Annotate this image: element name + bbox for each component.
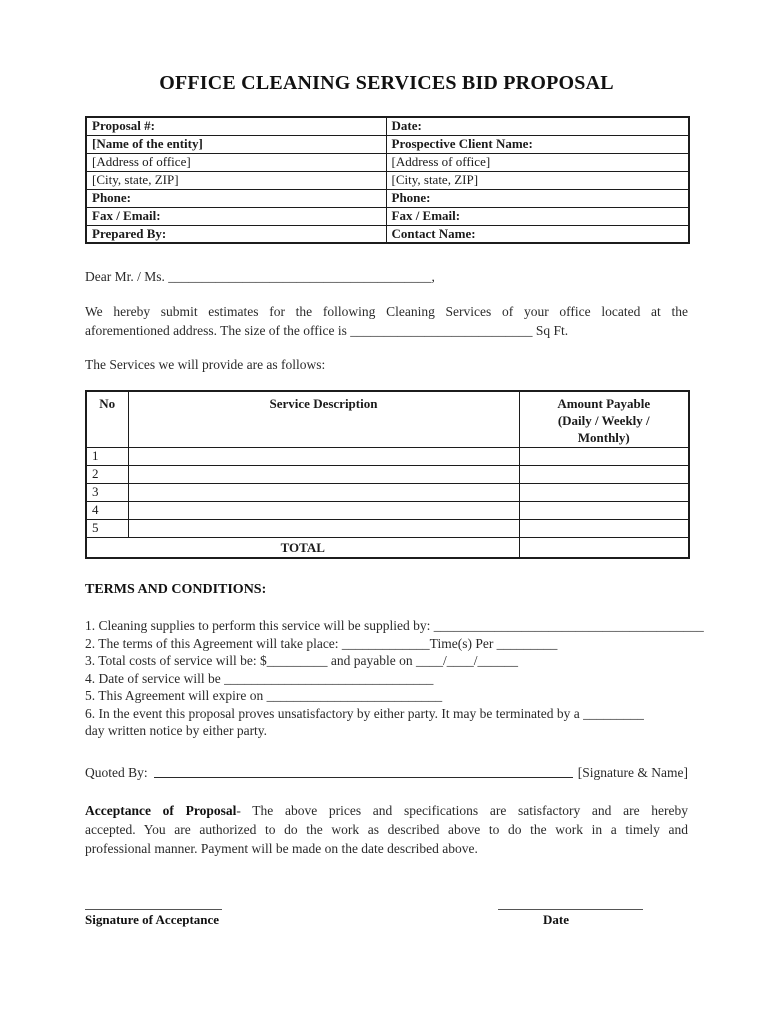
services-table [85,390,690,559]
client-fax-email-label: Fax / Email: [386,207,689,225]
service-description-cell [128,448,519,466]
acceptance-line-3: professional manner. Payment will be made on the date described above. [85,840,478,856]
service-description-cell [128,520,519,538]
entity-city-placeholder: [City, state, ZIP] [86,171,386,189]
service-description-cell [128,466,519,484]
intro-line-2: aforementioned address. The size of the office is ___________________________ Sq Ft. [85,323,569,338]
table-row [86,466,689,484]
acceptance-line-1 [85,801,688,820]
terms-list [85,617,704,740]
services-intro-line: The Services we will provide are as follows: [85,357,326,372]
entity-fax-email-label: Fax / Email: [86,207,386,225]
intro-line-1: We hereby submit estimates for the following Cleaning Services of your office located at the [85,304,688,319]
page-title: OFFICE CLEANING SERVICES BID PROPOSAL [159,72,614,94]
acceptance-paragraph [85,801,688,858]
term-item-2: 2. The terms of this Agreement will take place: _____________Time(s) Per _________ [85,635,558,651]
salutation-line: Dear Mr. / Ms. _______________________________________, [85,269,435,284]
row-number: 3 [86,484,128,502]
table-row [86,189,689,207]
services-total-row [86,538,689,559]
table-row [86,117,689,135]
amount-cell [519,520,689,538]
entity-address-placeholder: [Address of office] [86,153,386,171]
entity-name-placeholder: [Name of the entity] [86,135,386,153]
header-service-description: Service Description [128,391,519,448]
header-amount-payable [519,391,689,448]
signature-name-placeholder: [Signature & Name] [577,764,688,780]
services-header-row [86,391,689,448]
amount-cell [519,484,689,502]
term-item-5: 5. This Agreement will expire on __________________________ [85,688,443,703]
signature-section [85,909,688,928]
date-label-bottom: Date [543,911,569,927]
row-number: 5 [86,520,128,538]
client-name-label: Prospective Client Name: [386,135,689,153]
term-item-6-continuation: day written notice by either party. [85,723,268,738]
table-row [86,207,689,225]
prepared-by-label: Prepared By: [86,225,386,243]
client-city-placeholder: [City, state, ZIP] [386,171,689,189]
term-item-1: 1. Cleaning supplies to perform this service will be supplied by: ________________________________________ [85,618,704,633]
acceptance-lead: Acceptance of Proposal [85,802,237,818]
service-description-cell [128,484,519,502]
quoted-by-blank-line [154,777,573,778]
date-blank-line [498,909,643,910]
table-row [86,484,689,502]
proposal-info-table [85,116,690,244]
client-phone-label: Phone: [386,189,689,207]
signature-of-acceptance-label: Signature of Acceptance [85,911,220,927]
acceptance-line-1-rest: - The above prices and specifications are satisfactory and are hereby [236,802,688,818]
contact-name-label: Contact Name: [386,225,689,243]
amount-cell [519,466,689,484]
date-block [498,909,643,928]
signature-of-acceptance-block [85,909,222,928]
table-row [86,135,689,153]
term-item-6: 6. In the event this proposal proves unsatisfactory by either party. It may be terminated by a _________ [85,705,644,721]
table-row [86,520,689,538]
quoted-by-line [85,765,688,781]
table-row [86,225,689,243]
terms-heading: TERMS AND CONDITIONS: [85,582,267,597]
service-description-cell [128,502,519,520]
term-item-4: 4. Date of service will be _______________________________ [85,670,434,686]
total-amount-cell [519,538,689,559]
client-address-placeholder: [Address of office] [386,153,689,171]
table-row [86,448,689,466]
entity-phone-label: Phone: [86,189,386,207]
table-row [86,502,689,520]
amount-cell [519,448,689,466]
term-item-3: 3. Total costs of service will be: $_________ and payable on ____/____/______ [85,653,518,668]
row-number: 1 [86,448,128,466]
table-row [86,153,689,171]
amount-header-line-2: (Daily / Weekly / [557,413,650,428]
amount-header-line-3: Monthly) [577,430,630,445]
acceptance-line-2: accepted. You are authorized to do the work as described above to do the work in a timely and [85,821,688,837]
intro-paragraph [85,302,688,340]
date-label: Date: [386,117,689,135]
row-number: 4 [86,502,128,520]
amount-header-line-1: Amount Payable [557,396,651,411]
amount-cell [519,502,689,520]
total-label: TOTAL [86,538,519,559]
header-no: No [86,391,128,448]
proposal-number-label: Proposal #: [86,117,386,135]
quoted-by-label: Quoted By: [85,764,148,780]
row-number: 2 [86,466,128,484]
table-row [86,171,689,189]
signature-blank-line [85,909,222,910]
